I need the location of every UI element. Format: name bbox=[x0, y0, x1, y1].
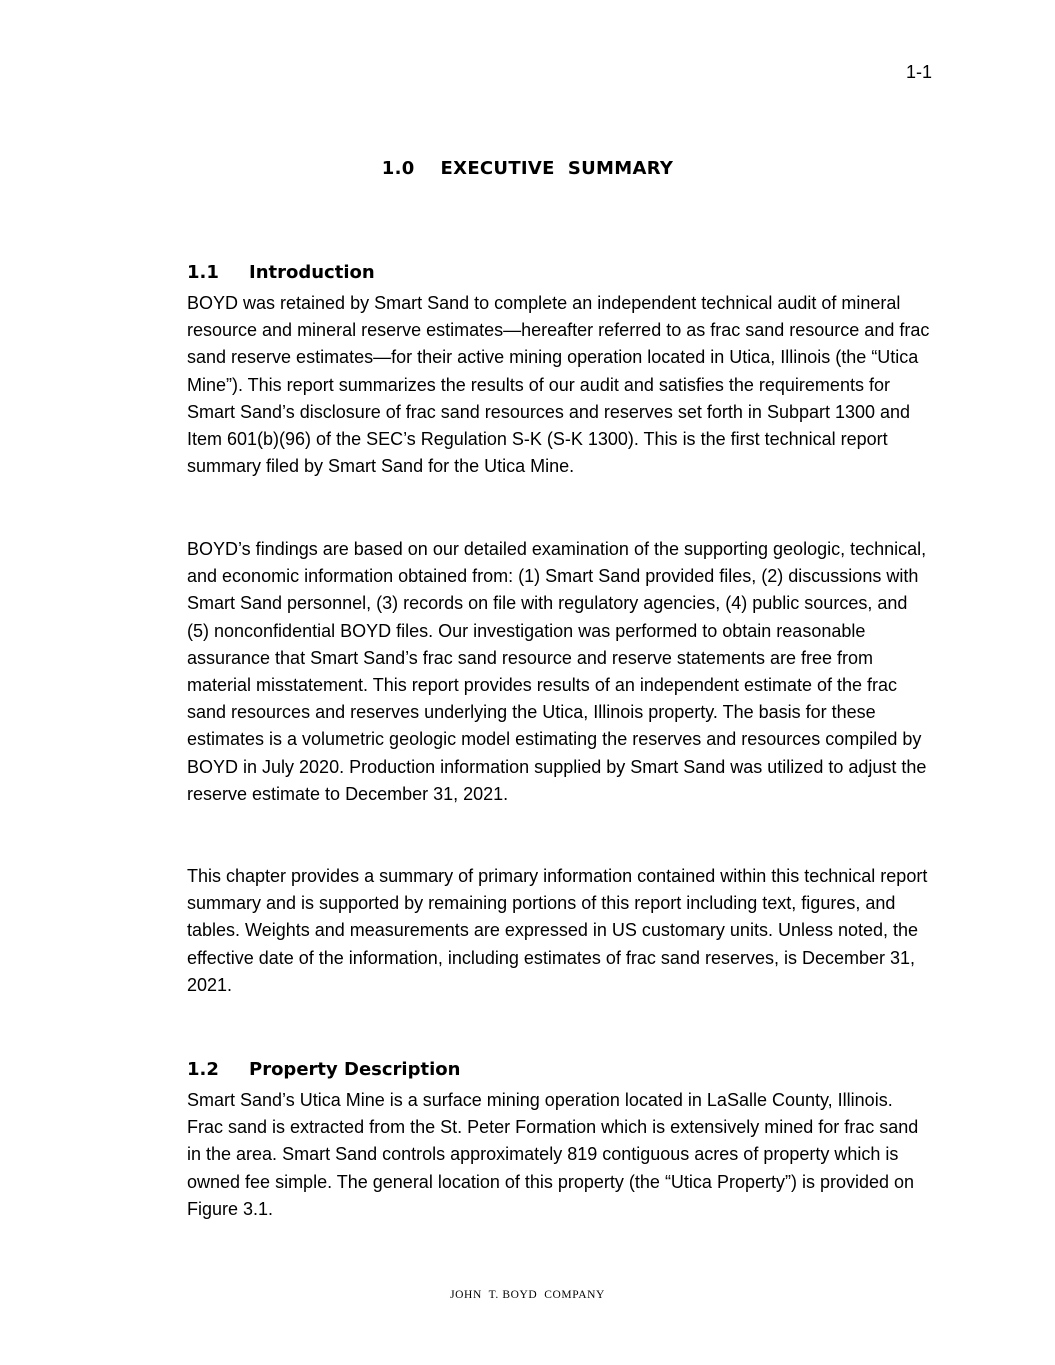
property-paragraph-1: Smart Sand’s Utica Mine is a surface mining operation located in LaSalle County, Illinois. Frac sand is extracted from the St. Peter Formation which is extensively mined for frac sand in the area. Smart Sand controls approximately 819 contiguous acres of property which is owned fee simple. The general location of this property (the “Utica Property”) is provided on Figure 3.1. bbox=[187, 1090, 919, 1219]
section-number: 1.2 bbox=[187, 1059, 219, 1080]
footer-company-name: JOHN T. BOYD COMPANY bbox=[450, 1289, 605, 1301]
intro-paragraph-1: BOYD was retained by Smart Sand to complete an independent technical audit of mineral resource and mineral reserve estimates—hereafter referred to as frac sand resource and frac sand reserve estimates—for their active mining operation located in Utica, Illinois (the “Utica Mine”). This report summarizes the results of our audit and satisfies the requirements for Smart Sand’s disclosure of frac sand resources and reserves set forth in Subpart 1300 and Item 601(b)(96) of the SEC’s Regulation S-K (S-K 1300). This is the first technical report summary filed by Smart Sand for the Utica Mine. bbox=[187, 293, 930, 477]
intro-paragraph-3: This chapter provides a summary of primary information contained within this technical report summary and is supported by remaining portions of this report including text, figures, and tables. Weights and measurements are expressed in US customary units. Unless noted, the effective date of the information, including estimates of frac sand reserves, is December 31, 2021. bbox=[187, 866, 928, 995]
chapter-title-text: EXECUTIVE SUMMARY bbox=[440, 158, 674, 179]
section-heading-introduction bbox=[187, 262, 375, 283]
intro-paragraph-2: BOYD’s findings are based on our detailed examination of the supporting geologic, technical, and economic information obtained from: (1) Smart Sand provided files, (2) discussions with Smart Sand personnel, (3) records on file with regulatory agencies, (4) public sources, and (5) nonconfidential BOYD files. Our investigation was performed to obtain reasonable assurance that Smart Sand’s frac sand resource and reserve statements are free from material misstatement. This report provides results of an independent estimate of the frac sand resources and reserves underlying the Utica, Illinois property. The basis for these estimates is a volumetric geologic model estimating the reserves and resources compiled by BOYD in July 2020. Production information supplied by Smart Sand was utilized to adjust the reserve estimate to December 31, 2021. bbox=[187, 539, 927, 804]
section-title: Property Description bbox=[249, 1059, 461, 1080]
section-number: 1.1 bbox=[187, 262, 219, 283]
chapter-number: 1.0 bbox=[381, 158, 415, 179]
section-heading-property-description bbox=[187, 1059, 460, 1080]
section-title: Introduction bbox=[249, 262, 375, 283]
chapter-title bbox=[0, 158, 1055, 179]
page-number: 1-1 bbox=[905, 62, 932, 82]
